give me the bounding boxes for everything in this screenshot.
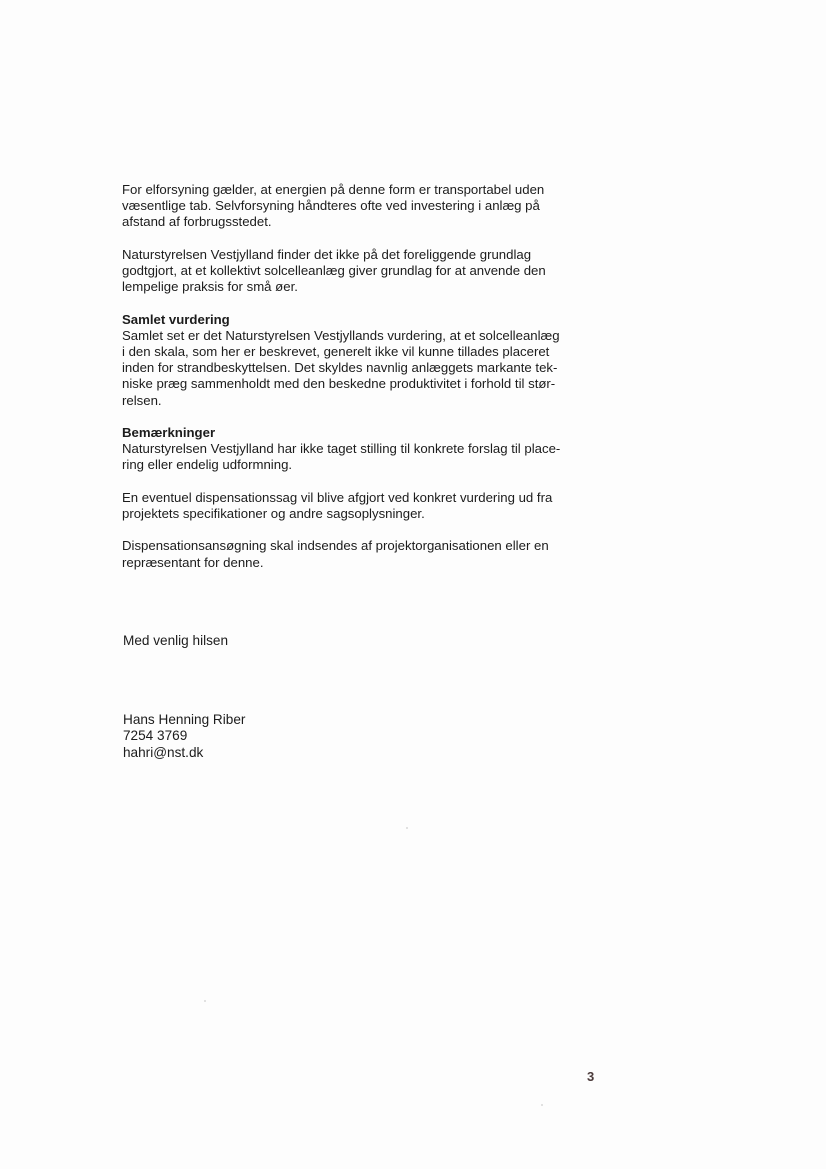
text-line: Naturstyrelsen Vestjylland finder det ikke på det foreliggende grundlag <box>122 246 532 262</box>
signer-phone: 7254 3769 <box>123 728 188 744</box>
text-line: inden for strandbeskyttelsen. Det skyldes navnlig anlæggets markante tek- <box>122 360 558 376</box>
section-heading: Bemærkninger <box>122 425 216 440</box>
text-line: ring eller endelig udformning. <box>122 457 293 473</box>
text-line: lempelige praksis for små øer. <box>122 279 298 295</box>
text-line: afstand af forbrugsstedet. <box>122 214 272 230</box>
letter-body <box>122 182 597 587</box>
text-line: For elforsyning gælder, at energien på denne form er transportabel uden <box>122 182 545 197</box>
text-line: niske præg sammenholdt med den beskedne produktivitet i forhold til stør- <box>122 376 556 392</box>
text-line: projektets specifikationer og andre sagsoplysninger. <box>122 506 425 521</box>
text-line: relsen. <box>122 392 162 408</box>
signature-block <box>123 712 245 761</box>
text-line: i den skala, som her er beskrevet, generelt ikke vil kunne tillades placeret <box>122 344 550 359</box>
text-line: Dispensationsansøgning skal indsendes af projektorganisationen eller en <box>122 538 549 554</box>
signer-name: Hans Henning Riber <box>123 712 246 727</box>
section-bemaerkninger <box>122 425 597 474</box>
scan-speck <box>204 1000 206 1002</box>
text-line: En eventuel dispensationssag vil blive afgjort ved konkret vurdering ud fra <box>122 489 553 505</box>
paragraph-ansoegning <box>122 538 597 570</box>
scan-speck <box>406 827 408 829</box>
page-number: 3 <box>587 1069 595 1084</box>
section-samlet-vurdering <box>122 312 597 409</box>
text-line: Naturstyrelsen Vestjylland har ikke taget stilling til konkrete forslag til place- <box>122 441 561 457</box>
signer-email: hahri@nst.dk <box>123 744 204 760</box>
text-line: repræsentant for denne. <box>122 554 264 570</box>
scan-speck <box>541 1104 543 1106</box>
section-heading: Samlet vurdering <box>122 311 230 327</box>
closing-greeting: Med venlig hilsen <box>123 633 229 648</box>
paragraph-dispensationssag <box>122 490 597 522</box>
text-line: godtgjort, at et kollektivt solcelleanlæg giver grundlag for at anvende den <box>122 263 546 278</box>
paragraph-elforsyning <box>122 182 597 231</box>
text-line: Samlet set er det Naturstyrelsen Vestjyllands vurdering, at et solcelleanlæg <box>122 327 560 343</box>
text-line: væsentlige tab. Selvforsyning håndteres ofte ved investering i anlæg på <box>122 198 540 214</box>
paragraph-grundlag <box>122 247 597 296</box>
